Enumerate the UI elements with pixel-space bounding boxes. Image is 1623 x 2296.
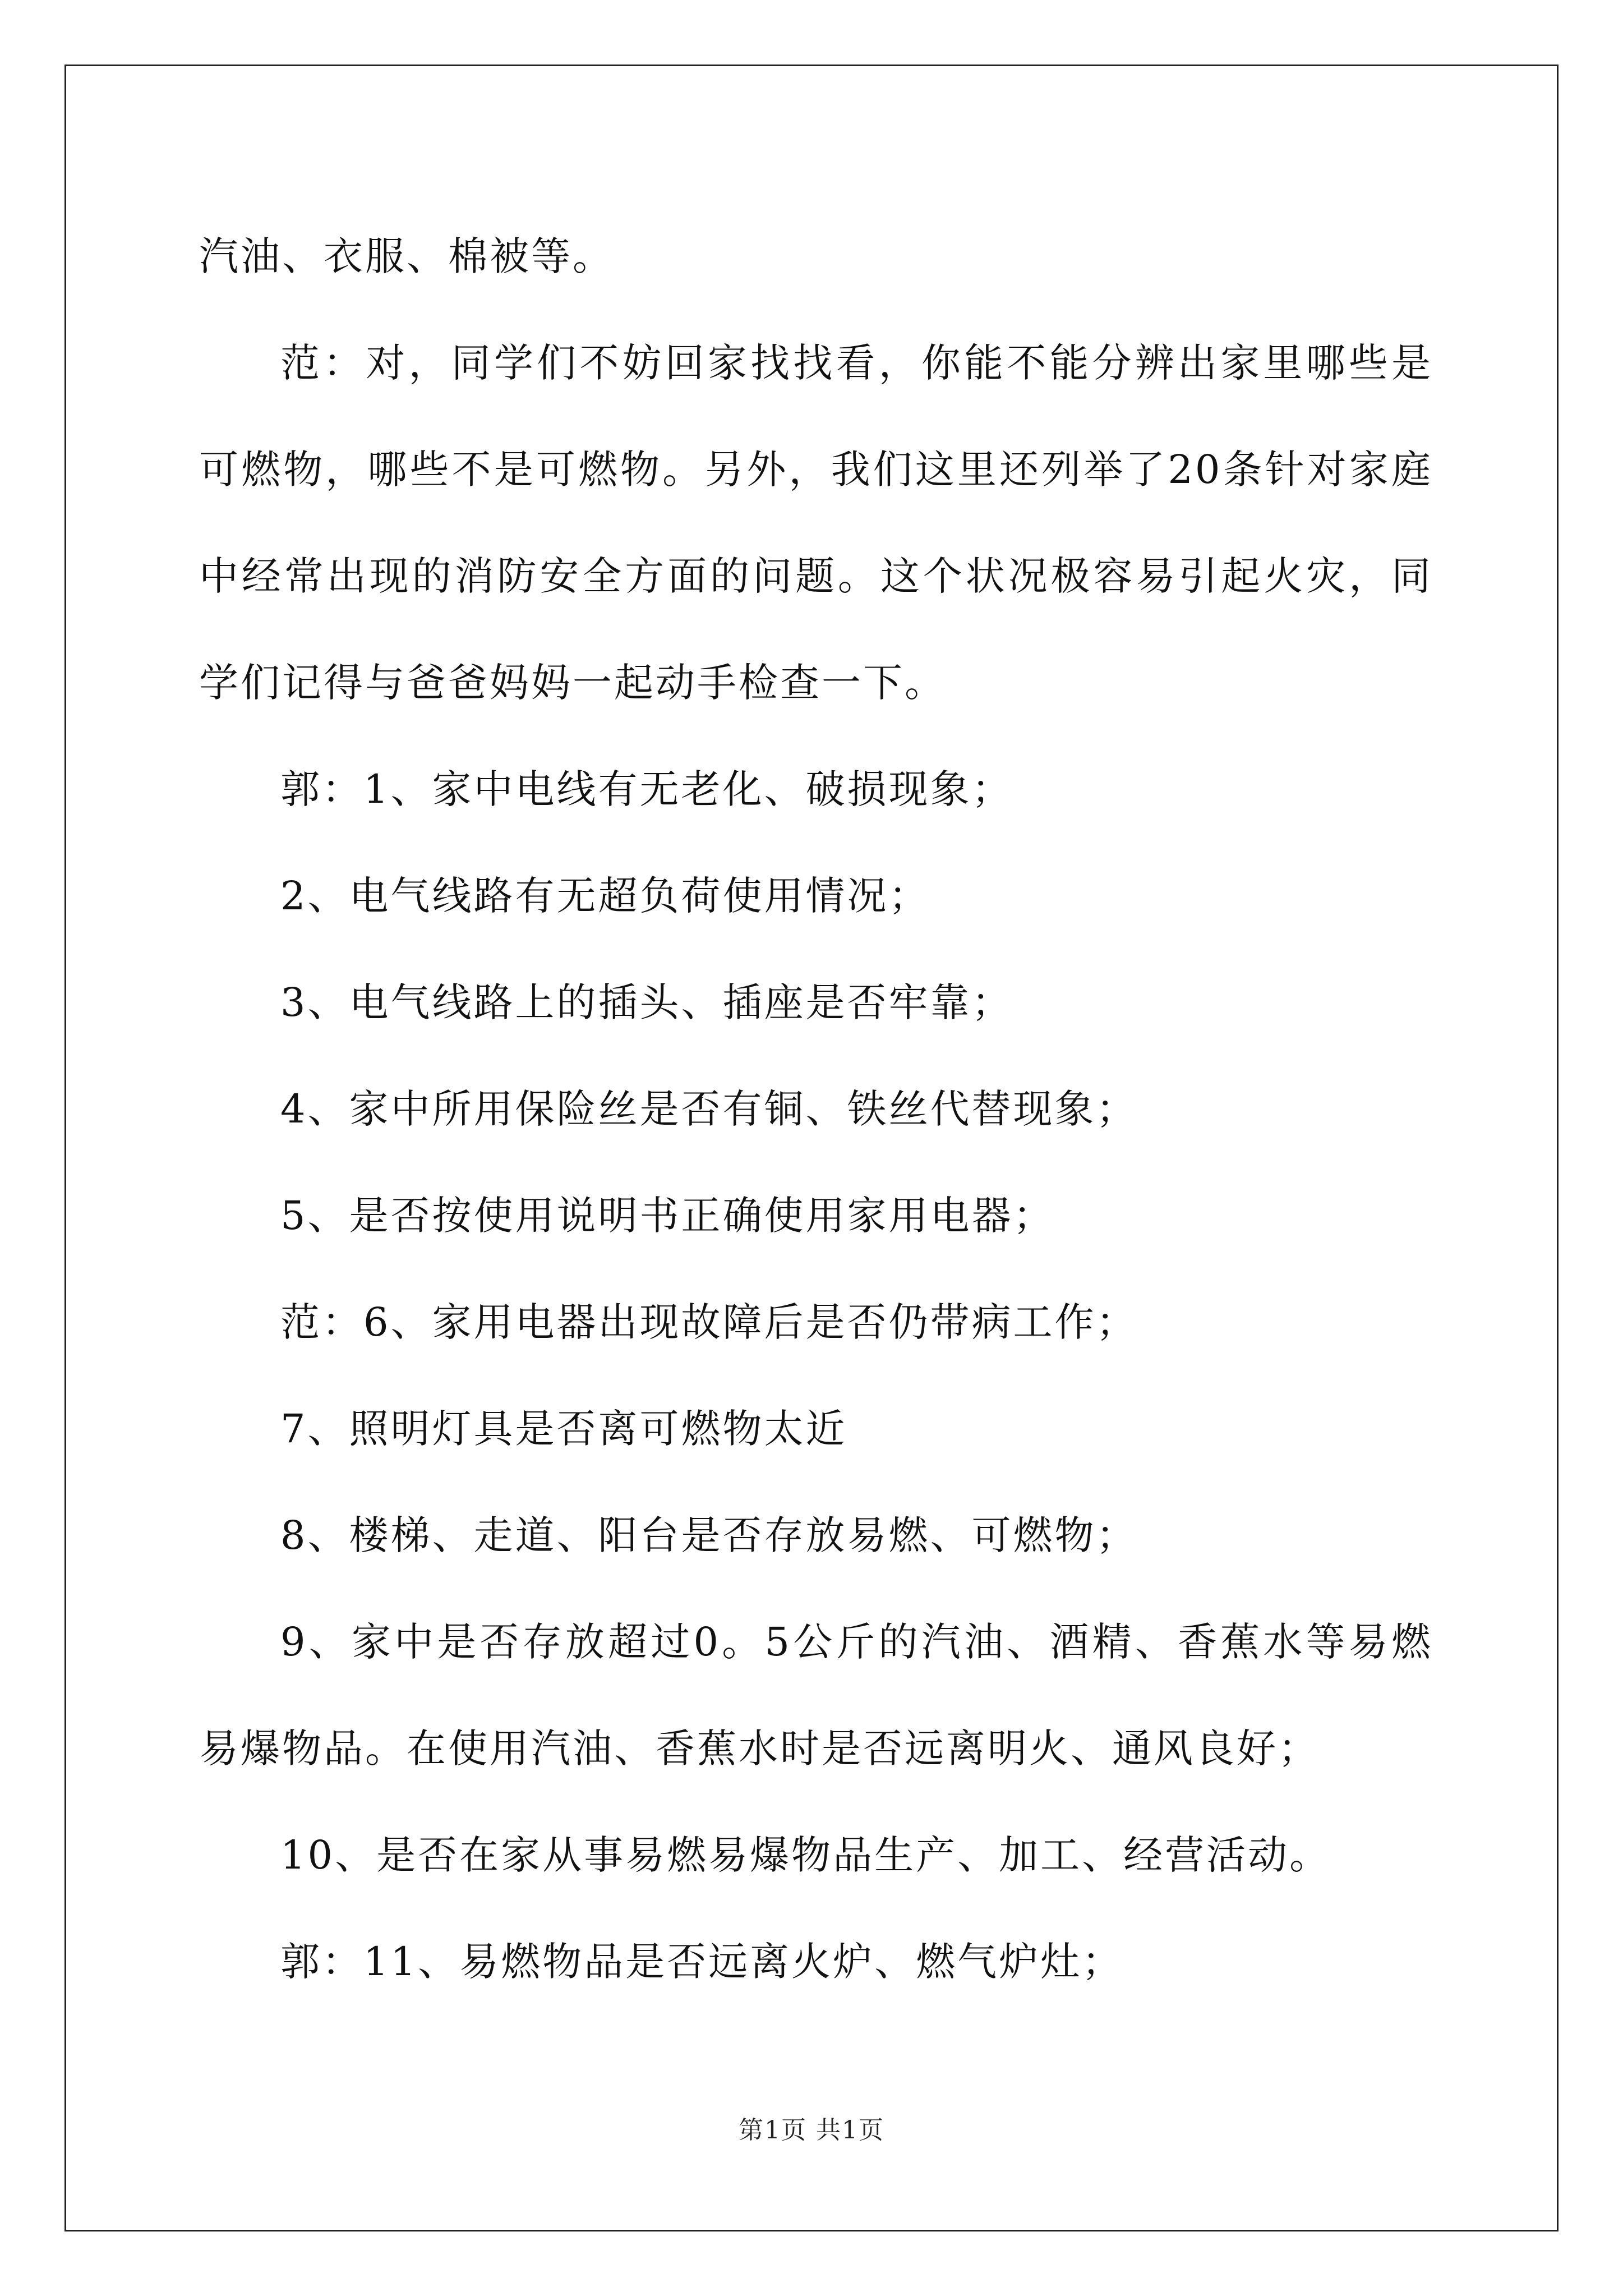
document-body: [199, 203, 1433, 2015]
paragraph-7: 5、是否按使用说明书正确使用家用电器；: [280, 1193, 1055, 1239]
paragraph-9: 7、照明灯具是否离可燃物太近: [280, 1406, 847, 1452]
paragraph-8: 范：6、家用电器出现故障后是否仍带病工作；: [280, 1299, 1138, 1345]
paragraph-6: 4、家中所用保险丝是否有铜、铁丝代替现象；: [280, 1086, 1138, 1132]
paragraph-10: 8、楼梯、走道、阳台是否存放易燃、可燃物；: [280, 1512, 1138, 1558]
paragraph-13: 郭：11、易燃物品是否远离火炉、燃气炉灶；: [280, 1939, 1124, 1985]
paragraph-4: 2、电气线路有无超负荷使用情况；: [280, 873, 930, 919]
paragraph-1: 汽油、衣服、棉被等。: [199, 233, 614, 279]
page-footer: 第1页 共1页: [739, 2116, 884, 2145]
paragraph-12: 10、是否在家从事易燃易爆物品生产、加工、经营活动。: [280, 1832, 1331, 1878]
paragraph-5: 3、电气线路上的插头、插座是否牢靠；: [280, 979, 1013, 1025]
paragraph-11: 9、家中是否存放超过0。5公斤的汽油、酒精、香蕉水等易燃易爆物品。在使用汽油、香蕉水时是否远离明火、通风良好；: [199, 1619, 1433, 1772]
paragraph-3: 郭：1、家中电线有无老化、破损现象；: [280, 766, 1013, 812]
paragraph-2: 范：对，同学们不妨回家找找看，你能不能分辨出家里哪些是可燃物，哪些不是可燃物。另外，我们这里还列举了20条针对家庭中经常出现的消防安全方面的问题。这个状况极容易引起火灾，同学们记得与爸爸妈妈一起动手检查一下。: [199, 340, 1433, 706]
